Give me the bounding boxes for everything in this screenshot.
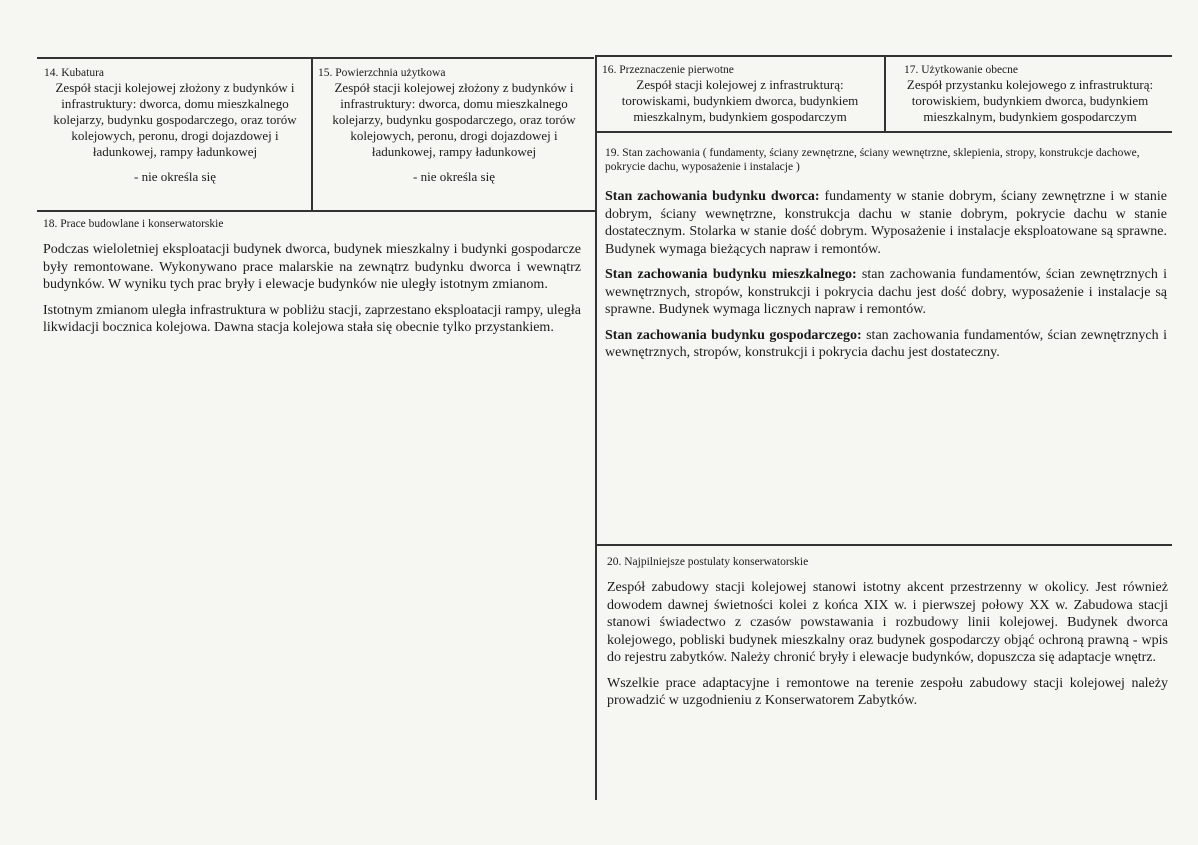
cell-text: Zespół przystanku kolejowego z infrastrukturą: torowiskiem, budynkiem dworca, budynkiem mieszkalnym, budynkiem gospodarczym	[906, 77, 1154, 124]
cell-uzytkowanie-obecne	[892, 63, 1168, 125]
cell-label: 16. Przeznaczenie pierwotne	[602, 64, 734, 76]
text-dworzec: fundamenty w stanie dobrym, ściany zewnętrzne i w stanie dobrym, ściany wewnętrzne, konstrukcja dachu w stanie dobrym, pokrycie dachu w stanie dostatecznym. Stolarka w stanie dość dobrym. Wyposażenie i instalacje eksploatowane są sprawne. Budynek wymaga bieżących napraw i remontów.	[605, 189, 1168, 257]
cell-text: Zespół stacji kolejowej z infrastrukturą: torowiskami, budynkiem dworca, budynkiem mieszkalnym, budynkiem gospodarczym	[621, 77, 859, 124]
cell-prace-budowlane	[43, 217, 581, 345]
cell-powierzchnia-uzytkowa	[318, 66, 590, 185]
paragraph-mieszkalny	[605, 266, 1167, 319]
heading-dworzec: Stan zachowania budynku dworca:	[605, 189, 820, 204]
cell-label: 17. Użytkowanie obecne	[904, 64, 1019, 76]
text-mieszkalny: stan zachowania fundamentów, ścian zewnętrznych i wewnętrznych, stropów, konstrukcji i pokrycia dachu jest dość dobry, wyposażenie i instalacje są sprawne. Budynek wymaga licznych napraw i remontów.	[605, 267, 1168, 317]
cell-text: Zespół stacji kolejowej złożony z budynków i infrastruktury: dworca, domu mieszkalnego kolejarzy, budynku gospodarczego, oraz torów kolejowych, peronu, drogi dojazdowej i ładunkowej, rampy ładunkowej	[332, 80, 576, 159]
cell-label: 15. Powierzchnia użytkowa	[318, 67, 446, 79]
heading-mieszkalny: Stan zachowania budynku mieszkalnego:	[605, 267, 857, 282]
horizontal-divider-right-top	[596, 131, 1172, 133]
paragraph-dworzec	[605, 188, 1167, 258]
paragraph: Zespół zabudowy stacji kolejowej stanowi istotny akcent przestrzenny w okolicy. Jest również dowodem dawnej świetności kolei z końca XIX w. i pierwszej połowy XX w. Zabudowa stacji stanowi świadectwo z czasów powstawania i rozbudowy linii kolejowej. Budynek dworca kolejowego, pobliski budynek mieszkalny oraz budynek gospodarczy objąć ochroną prawną - wpis do rejestru zabytków. Należy chronić bryły i elewacje budynków, dopuszcza się adaptacje wnętrz.	[607, 580, 1168, 665]
cell-label: 18. Prace budowlane i konserwatorskie	[43, 218, 224, 230]
heading-gospodarczy: Stan zachowania budynku gospodarczego:	[605, 327, 862, 343]
vertical-divider-14-15	[311, 57, 313, 210]
paragraph-gospodarczy	[605, 327, 1167, 362]
vertical-divider-16-17	[884, 55, 886, 132]
paragraph: Istotnym zmianom uległa infrastruktura w pobliżu stacji, zaprzestano eksploatacji rampy, uległa likwidacji bocznica kolejowa. Dawna stacja kolejowa stała się obecnie tylko przystankiem.	[43, 302, 581, 335]
cell-label: 14. Kubatura	[44, 67, 105, 79]
cell-przeznaczenie-pierwotne	[602, 63, 878, 125]
cell-label: 19. Stan zachowania ( fundamenty, ściany zewnętrzne, ściany wewnętrzne, sklepienia, stropy, konstrukcje dachowe, pokrycie dachu, wyposażenie i instalacje )	[605, 147, 1140, 173]
paragraph: Wszelkie prace adaptacyjne i remontowe na terenie zespołu zabudowy stacji kolejowej należy prowadzić w uzgodnieniu z Konserwatorem Zabytków.	[607, 675, 1168, 708]
cell-text: Zespół stacji kolejowej złożony z budynków i infrastruktury: dworca, domu mieszkalnego kolejarzy, budynku gospodarczego, oraz torów kolejowych, peronu, drogi dojazdowej i ładunkowej, rampy ładunkowej	[53, 80, 297, 159]
cell-postulaty-konserwatorskie	[607, 555, 1168, 718]
vertical-divider-main	[595, 55, 597, 800]
top-border-left	[37, 57, 594, 59]
paragraph: Podczas wieloletniej eksploatacji budynek dworca, budynek mieszkalny i budynki gospodarcze były remontowane. Wykonywano prace malarskie na zewnątrz budynku dworca i wewnątrz budynków. W wyniku tych prac bryły i elewacje budynków nie uległy istotnym zmianom.	[43, 242, 581, 292]
cell-kubatura	[44, 66, 306, 185]
text-gospodarczy: stan zachowania fundamentów, ścian zewnętrznych i wewnętrznych, stropów, konstrukcji i pokrycia dachu jest dostateczny.	[605, 327, 1168, 360]
cell-stan-zachowania	[605, 146, 1167, 370]
cell-note: - nie określa się	[134, 169, 216, 184]
horizontal-divider-left	[37, 210, 595, 212]
horizontal-divider-right-bottom	[596, 544, 1172, 546]
cell-label: 20. Najpilniejsze postulaty konserwatorskie	[607, 556, 809, 568]
cell-note: - nie określa się	[413, 169, 495, 184]
